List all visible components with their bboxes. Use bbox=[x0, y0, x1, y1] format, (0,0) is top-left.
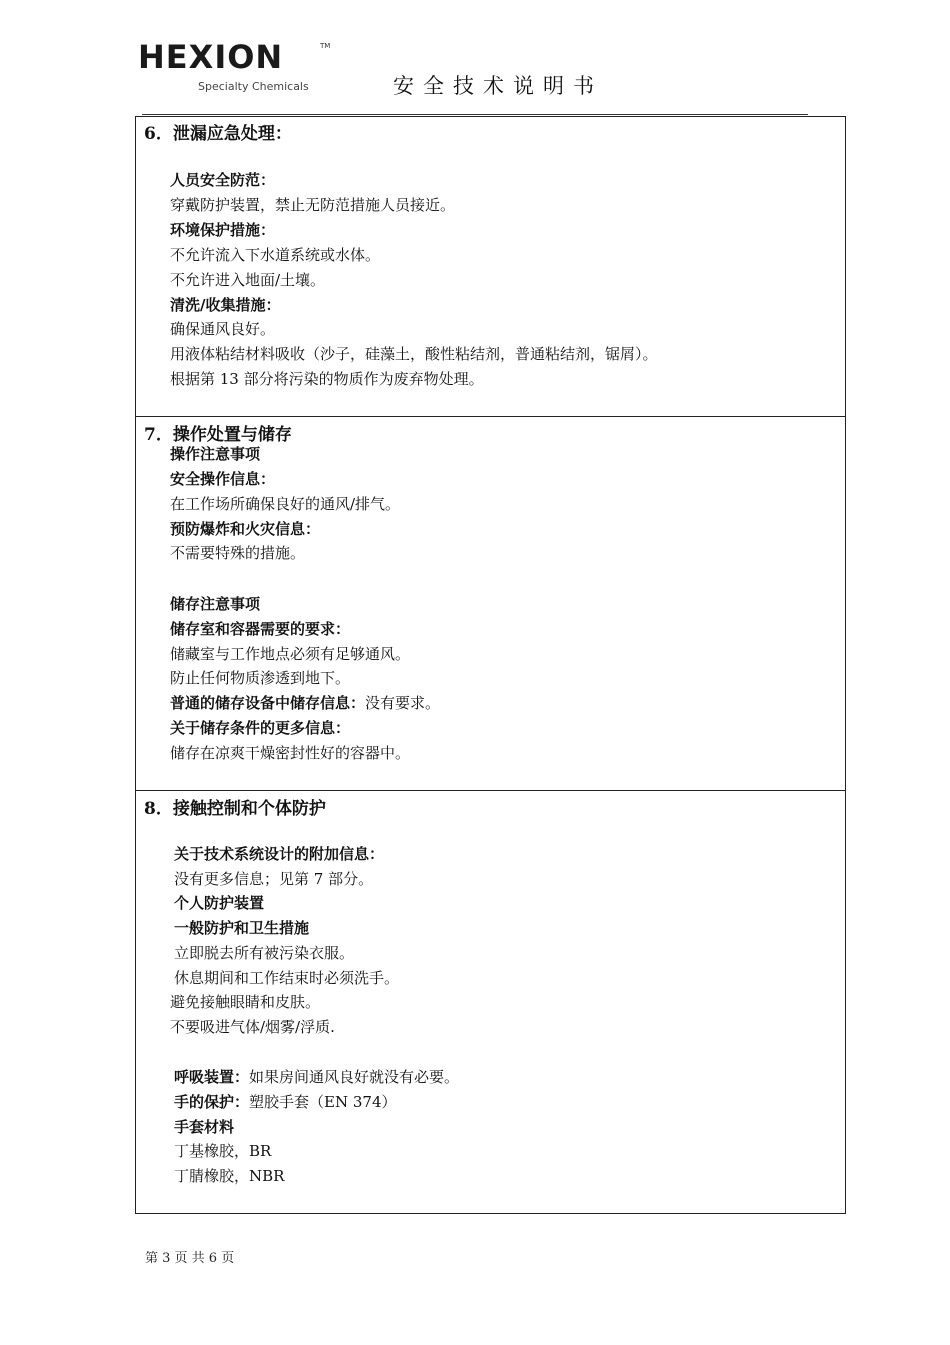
s6-heading-cleanup: 清洗/收集措施： bbox=[170, 296, 281, 314]
s7-heading-fire: 预防爆炸和火灾信息： bbox=[170, 520, 321, 538]
s7-heading-handling: 操作注意事项 bbox=[170, 445, 261, 463]
logo-wordmark: HEXION bbox=[138, 38, 284, 76]
section-8 bbox=[136, 791, 845, 1213]
section-7-title: 7．操作处置与储存 bbox=[144, 425, 292, 445]
s7-text: 储藏室与工作地点必须有足够通风。 bbox=[170, 645, 411, 663]
s8-label: 呼吸装置： bbox=[174, 1068, 250, 1086]
s8-hand-protection-line bbox=[174, 1092, 397, 1112]
section-7 bbox=[136, 417, 845, 791]
s6-text: 穿戴防护装置，禁止无防范措施人员接近。 bbox=[170, 196, 456, 214]
page-header bbox=[0, 0, 950, 118]
s7-heading-storage-conditions: 关于储存条件的更多信息： bbox=[170, 719, 351, 737]
page-number: 第 3 页 共 6 页 bbox=[145, 1251, 235, 1266]
section-6 bbox=[136, 117, 845, 417]
s7-label: 普通的储存设备中储存信息： bbox=[170, 694, 366, 712]
s8-text: 丁基橡胶，BR bbox=[174, 1142, 272, 1160]
s7-heading-storage-requirements: 储存室和容器需要的要求： bbox=[170, 620, 351, 638]
s6-text: 不允许进入地面/土壤。 bbox=[170, 271, 326, 289]
s7-text: 储存在凉爽干燥密封性好的容器中。 bbox=[170, 744, 411, 762]
s8-value: 塑胶手套（EN 374） bbox=[249, 1093, 397, 1111]
s7-value: 没有要求。 bbox=[365, 694, 441, 712]
s7-heading-safe-handling: 安全操作信息： bbox=[170, 470, 276, 488]
s8-label: 手的保护： bbox=[174, 1093, 250, 1111]
s6-text: 确保通风良好。 bbox=[170, 320, 276, 338]
s6-text: 根据第 13 部分将污染的物质作为废弃物处理。 bbox=[170, 370, 484, 388]
s7-text: 在工作场所确保良好的通风/排气。 bbox=[170, 495, 401, 513]
section-8-title: 8．接触控制和个体防护 bbox=[144, 799, 326, 819]
s6-text: 不允许流入下水道系统或水体。 bbox=[170, 246, 381, 264]
s8-heading-tech-design: 关于技术系统设计的附加信息： bbox=[174, 845, 385, 863]
section-6-title: 6．泄漏应急处理： bbox=[144, 124, 292, 144]
s6-heading-environment: 环境保护措施： bbox=[170, 221, 276, 239]
s8-text: 不要吸进气体/烟雾/浮质. bbox=[170, 1018, 335, 1036]
s7-storage-facility-line bbox=[170, 693, 440, 713]
s8-text: 立即脱去所有被污染衣服。 bbox=[174, 944, 355, 962]
s8-respiratory-line bbox=[174, 1067, 459, 1087]
document-title: 安全技术说明书 bbox=[393, 74, 603, 98]
content-frame bbox=[135, 116, 846, 1214]
s8-text: 丁腈橡胶，NBR bbox=[174, 1167, 285, 1185]
s8-heading-hygiene: 一般防护和卫生措施 bbox=[174, 919, 310, 937]
s7-text: 防止任何物质渗透到地下。 bbox=[170, 669, 351, 687]
s8-text: 避免接触眼睛和皮肤。 bbox=[170, 993, 321, 1011]
logo-trademark: TM bbox=[320, 42, 331, 50]
header-divider bbox=[142, 114, 808, 115]
s8-heading-ppe: 个人防护装置 bbox=[174, 894, 265, 912]
logo-subtitle: Specialty Chemicals bbox=[198, 80, 309, 93]
s8-value: 如果房间通风良好就没有必要。 bbox=[249, 1068, 460, 1086]
s7-heading-storage: 储存注意事项 bbox=[170, 595, 261, 613]
s7-text: 不需要特殊的措施。 bbox=[170, 544, 306, 562]
s6-text: 用液体粘结材料吸收（沙子，硅藻土，酸性粘结剂，普通粘结剂，锯屑）。 bbox=[170, 345, 658, 363]
s8-text: 没有更多信息；见第 7 部分。 bbox=[174, 870, 374, 888]
s6-heading-personal: 人员安全防范： bbox=[170, 171, 276, 189]
s8-heading-glove-material: 手套材料 bbox=[174, 1118, 235, 1136]
hexion-logo bbox=[138, 40, 338, 100]
s8-text: 休息期间和工作结束时必须洗手。 bbox=[174, 969, 400, 987]
